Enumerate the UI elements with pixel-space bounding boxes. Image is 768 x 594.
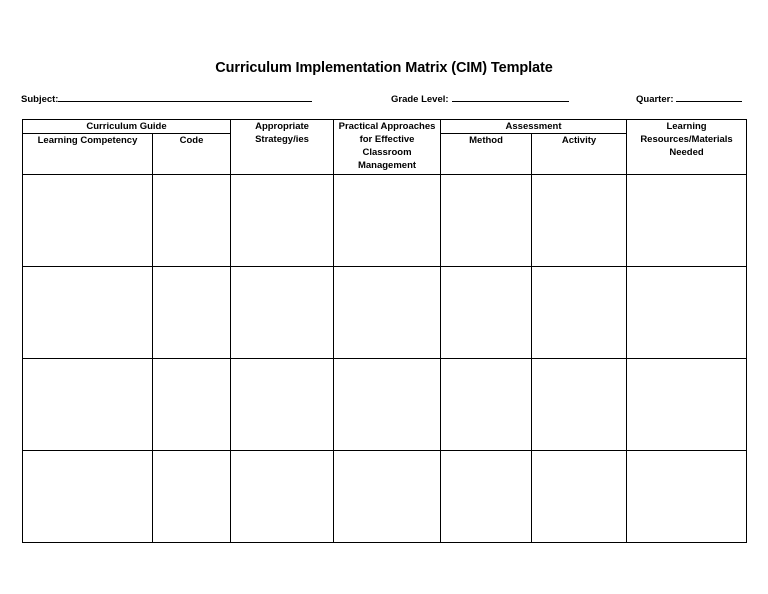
cell-method[interactable]	[441, 267, 532, 359]
cell-practical-approaches[interactable]	[334, 451, 441, 543]
cell-activity[interactable]	[532, 267, 627, 359]
matrix-body	[23, 175, 747, 543]
cell-practical-approaches[interactable]	[334, 359, 441, 451]
document-title: Curriculum Implementation Matrix (CIM) Template	[215, 60, 553, 76]
cell-code[interactable]	[153, 359, 231, 451]
cell-resources[interactable]	[627, 267, 747, 359]
cell-resources[interactable]	[627, 359, 747, 451]
cell-learning-competency[interactable]	[23, 175, 153, 267]
header-appropriate-strategies: Appropriate Strategy/ies	[231, 120, 334, 175]
header-curriculum-guide: Curriculum Guide	[23, 120, 231, 134]
subject-blank-line[interactable]	[58, 92, 312, 102]
cell-code[interactable]	[153, 267, 231, 359]
cell-learning-competency[interactable]	[23, 359, 153, 451]
cell-activity[interactable]	[532, 175, 627, 267]
header-assessment: Assessment	[441, 120, 627, 134]
header-method: Method	[441, 134, 532, 175]
cell-activity[interactable]	[532, 451, 627, 543]
header-code: Code	[153, 134, 231, 175]
cell-learning-competency[interactable]	[23, 451, 153, 543]
cim-matrix-table	[22, 119, 747, 543]
cell-practical-approaches[interactable]	[334, 267, 441, 359]
table-row	[23, 451, 747, 543]
header-learning-resources: Learning Resources/Materials Needed	[627, 120, 747, 175]
subject-field	[21, 92, 312, 105]
grade-level-blank-line[interactable]	[452, 92, 569, 102]
cell-resources[interactable]	[627, 175, 747, 267]
quarter-blank-line[interactable]	[676, 92, 742, 102]
table-row	[23, 267, 747, 359]
cell-strategies[interactable]	[231, 451, 334, 543]
cell-method[interactable]	[441, 451, 532, 543]
cell-method[interactable]	[441, 175, 532, 267]
table-row	[23, 359, 747, 451]
table-row	[23, 175, 747, 267]
grade-level-field	[391, 92, 569, 105]
grade-level-label: Grade Level:	[391, 94, 449, 105]
cell-code[interactable]	[153, 175, 231, 267]
subject-label: Subject:	[21, 94, 59, 105]
quarter-label: Quarter:	[636, 94, 674, 105]
header-learning-competency: Learning Competency	[23, 134, 153, 175]
header-activity: Activity	[532, 134, 627, 175]
cell-code[interactable]	[153, 451, 231, 543]
cell-strategies[interactable]	[231, 267, 334, 359]
quarter-field	[636, 92, 742, 105]
cell-strategies[interactable]	[231, 359, 334, 451]
cell-method[interactable]	[441, 359, 532, 451]
cell-resources[interactable]	[627, 451, 747, 543]
header-practical-approaches: Practical Approaches for Effective Classroom Management	[334, 120, 441, 175]
cell-strategies[interactable]	[231, 175, 334, 267]
cell-learning-competency[interactable]	[23, 267, 153, 359]
cell-practical-approaches[interactable]	[334, 175, 441, 267]
cell-activity[interactable]	[532, 359, 627, 451]
